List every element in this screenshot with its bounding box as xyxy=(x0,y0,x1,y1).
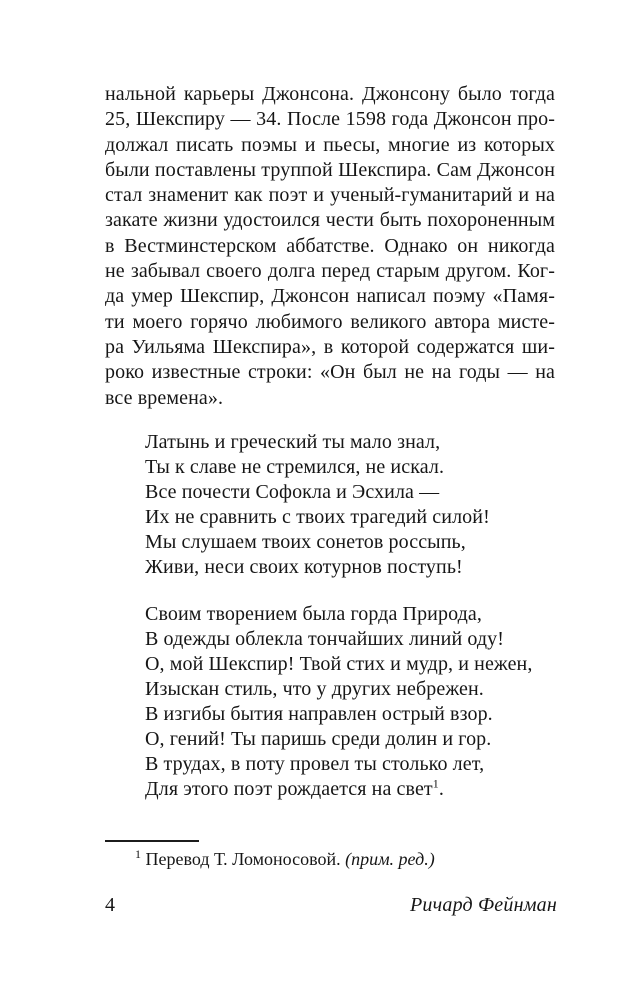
poem-line xyxy=(145,777,565,802)
paragraph-line: роко известные строки: «Он был не на годы — на xyxy=(105,361,555,384)
paragraph-line: в Вестминстерском аббатстве. Однако он никогда xyxy=(105,234,555,257)
paragraph-line: закате жизни удостоился чести быть похороненным xyxy=(105,209,555,232)
poem-line: Живи, неси своих котурнов поступь! xyxy=(145,556,463,578)
paragraph-line: стал знаменит как поэт и ученый-гуманитарий и на xyxy=(105,184,555,207)
poem-line: Изыскан стиль, что у других небрежен. xyxy=(145,678,484,700)
paragraph-line: ти моего горячо любимого великого автора мисте- xyxy=(105,310,555,333)
poem-line: Своим творением была горда Природа, xyxy=(145,603,482,625)
footnote-divider xyxy=(105,840,199,842)
poem-line: В одежды облекла тончайших линий оду! xyxy=(145,628,505,650)
page-footer xyxy=(105,893,557,918)
footnote-editor-note: (прим. ред.) xyxy=(345,849,435,869)
poem-line: В трудах, в поту провел ты столько лет, xyxy=(145,753,485,775)
paragraph-line: не забывал своего долга перед старым другом. Ког- xyxy=(105,260,555,283)
paragraph-line: да умер Шекспир, Джонсон написал поэму «Памя- xyxy=(105,285,555,308)
poem-line: Мы слушаем твоих сонетов россыпь, xyxy=(145,531,466,553)
poem-stanza-2 xyxy=(145,602,565,802)
footnote-marker: 1 xyxy=(135,847,141,861)
paragraph-line: нальной карьеры Джонсона. Джонсону было тогда xyxy=(105,83,555,105)
paragraph-line: все времена». xyxy=(105,386,224,409)
footnote-text: Перевод Т. Ломоносовой. xyxy=(141,849,346,869)
poem-line: О, мой Шекспир! Твой стих и мудр, и нежен, xyxy=(145,653,533,675)
poem-stanza-1 xyxy=(145,430,565,580)
paragraph-line: были поставлены труппой Шекспира. Сам Джонсон xyxy=(105,158,555,181)
poem-line: Латынь и греческий ты мало знал, xyxy=(145,431,441,453)
running-title-author: Ричард Фейнман xyxy=(410,894,557,916)
footnote xyxy=(105,848,555,871)
poem-line-text: Для этого поэт рождается на свет xyxy=(145,778,433,800)
poem-line: Их не сравнить с твоих трагедий силой! xyxy=(145,506,490,528)
poem-line: О, гений! Ты паришь среди долин и гор. xyxy=(145,728,492,750)
poem-line-tail: . xyxy=(438,778,444,800)
poem-line: В изгибы бытия направлен острый взор. xyxy=(145,703,493,725)
paragraph-line: должал писать поэмы и пьесы, многие из которых xyxy=(105,133,555,156)
paragraph-line: ра Уильяма Шекспира», в которой содержатся ши- xyxy=(105,335,555,358)
body-paragraph xyxy=(105,82,555,411)
poem-line: Все почести Софокла и Эсхила — xyxy=(145,481,440,503)
poem-line: Ты к славе не стремился, не искал. xyxy=(145,456,445,478)
footnote-reference: 1 xyxy=(432,776,439,791)
paragraph-line: 25, Шекспиру — 34. После 1598 года Джонсон про- xyxy=(105,108,555,131)
page-number: 4 xyxy=(105,894,115,916)
